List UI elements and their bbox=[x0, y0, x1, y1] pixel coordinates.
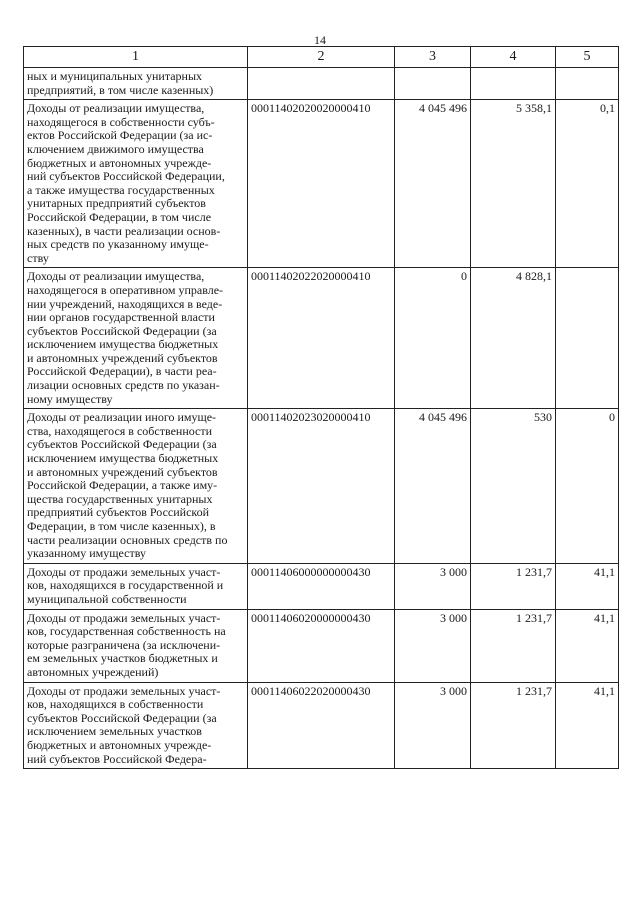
budget-code: 00011402023020000410 bbox=[248, 409, 395, 564]
revenue-name: Доходы от продажи земельных участ- ков, государственная собственность на которые разграничена (за исключени- ем земельных участков бюджетных и автономных учреждений) bbox=[24, 609, 248, 682]
budget-code bbox=[248, 68, 395, 100]
budget-code: 00011406022020000430 bbox=[248, 682, 395, 769]
fact-amount: 530 bbox=[471, 409, 556, 564]
revenue-name: ных и муниципальных унитарных предприятий, в том числе казенных) bbox=[24, 68, 248, 100]
revenue-name: Доходы от реализации имущества, находящегося в собственности субъ- ектов Российской Федерации (за ис- ключением движимого имущества бюджетных и автономных учрежде- ний субъектов Российской Федерации, а также имущества государственных унитарных предприятий субъектов Российской Федерации, в том числе казенных), в части реализации основ- ных средств по указанному имуще- ству bbox=[24, 100, 248, 268]
execution-percent bbox=[556, 68, 619, 100]
table-row bbox=[24, 409, 619, 564]
revenue-name: Доходы от реализации имущества, находящегося в оперативном управле- нии учреждений, находящихся в веде- нии органов государственной власти субъектов Российской Федерации (за исключением имущества бюджетных и автономных учреждений субъектов Российской Федерации), в части реа- лизации основных средств по указан- ному имуществу bbox=[24, 268, 248, 409]
execution-percent: 0 bbox=[556, 409, 619, 564]
fact-amount: 4 828,1 bbox=[471, 268, 556, 409]
revenue-name: Доходы от продажи земельных участ- ков, находящихся в собственности субъектов Российской Федерации (за исключением земельных участков бюджетных и автономных учрежде- ний субъектов Российской Федера- bbox=[24, 682, 248, 769]
fact-amount: 1 231,7 bbox=[471, 682, 556, 769]
table-row bbox=[24, 100, 619, 268]
budget-code: 00011402020020000410 bbox=[248, 100, 395, 268]
revenue-name: Доходы от продажи земельных участ- ков, находящихся в государственной и муниципальной собственности bbox=[24, 563, 248, 609]
column-header-2: 2 bbox=[248, 47, 395, 68]
column-header-4: 4 bbox=[471, 47, 556, 68]
execution-percent: 0,1 bbox=[556, 100, 619, 268]
fact-amount: 1 231,7 bbox=[471, 609, 556, 682]
execution-percent: 41,1 bbox=[556, 563, 619, 609]
column-header-3: 3 bbox=[395, 47, 471, 68]
execution-percent: 41,1 bbox=[556, 682, 619, 769]
column-number-row bbox=[24, 47, 619, 68]
plan-amount: 0 bbox=[395, 268, 471, 409]
plan-amount bbox=[395, 68, 471, 100]
column-header-1: 1 bbox=[24, 47, 248, 68]
table-row bbox=[24, 609, 619, 682]
plan-amount: 4 045 496 bbox=[395, 409, 471, 564]
fact-amount bbox=[471, 68, 556, 100]
plan-amount: 3 000 bbox=[395, 563, 471, 609]
page-number: 14 bbox=[314, 33, 326, 47]
table-row bbox=[24, 268, 619, 409]
table-row bbox=[24, 68, 619, 100]
execution-percent: 41,1 bbox=[556, 609, 619, 682]
budget-code: 00011402022020000410 bbox=[248, 268, 395, 409]
revenue-name: Доходы от реализации иного имуще- ства, находящегося в собственности субъектов Российской Федерации (за исключением имущества бюджетных и автономных учреждений субъектов Российской Федерации, а также иму- щества государственных унитарных предприятий субъектов Российской Федерации, в том числе казенных), в части реализации основных средств по указанному имуществу bbox=[24, 409, 248, 564]
revenue-table bbox=[23, 46, 619, 769]
table-row bbox=[24, 563, 619, 609]
plan-amount: 3 000 bbox=[395, 682, 471, 769]
column-header-5: 5 bbox=[556, 47, 619, 68]
budget-code: 00011406020000000430 bbox=[248, 609, 395, 682]
plan-amount: 3 000 bbox=[395, 609, 471, 682]
budget-code: 00011406000000000430 bbox=[248, 563, 395, 609]
fact-amount: 1 231,7 bbox=[471, 563, 556, 609]
fact-amount: 5 358,1 bbox=[471, 100, 556, 268]
table-row bbox=[24, 682, 619, 769]
execution-percent bbox=[556, 268, 619, 409]
plan-amount: 4 045 496 bbox=[395, 100, 471, 268]
